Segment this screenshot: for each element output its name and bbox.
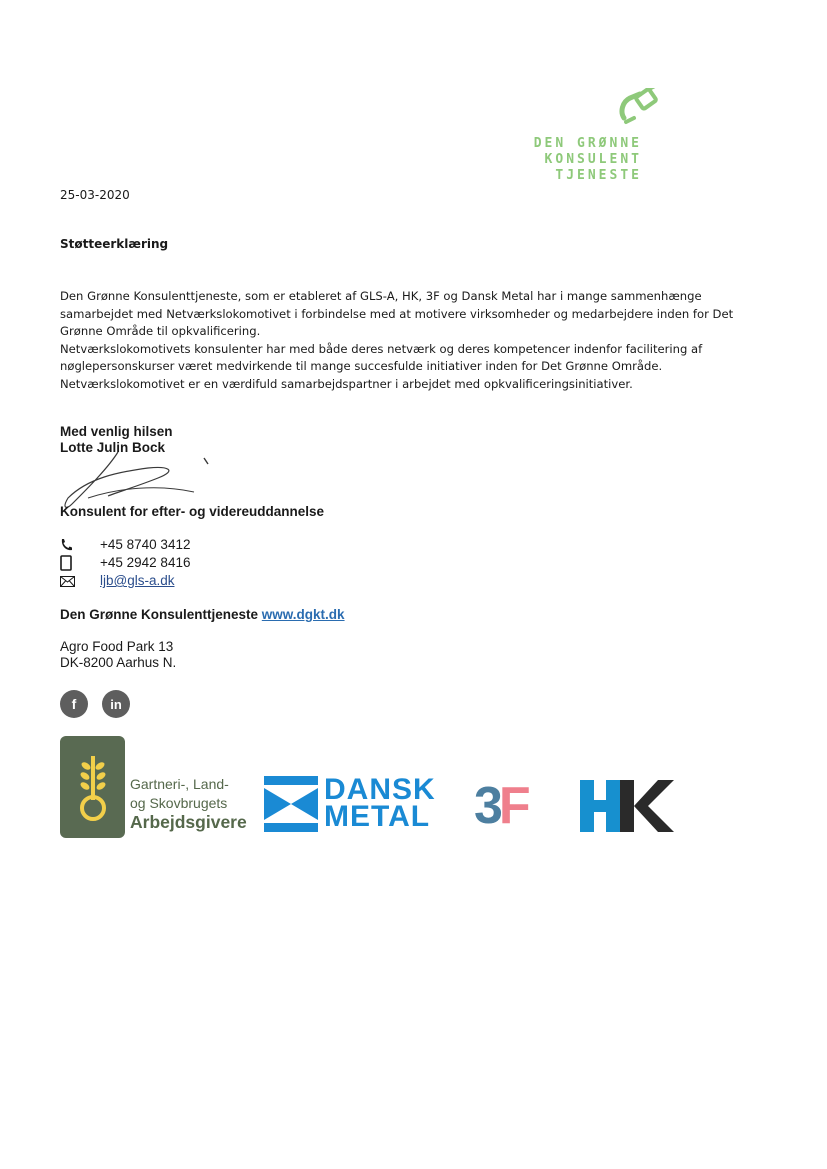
letter-body xyxy=(60,288,760,393)
glsa-logo-mark xyxy=(60,736,125,838)
signer-name: Lotte Julin Bock xyxy=(60,440,166,455)
logo-line-3: TJENESTE xyxy=(555,168,642,183)
social-links xyxy=(60,690,130,718)
threef-letter: F xyxy=(498,777,527,835)
letter-title: Støtteerklæring xyxy=(60,237,169,251)
company-name: Den Grønne Konsulenttjeneste xyxy=(60,607,259,622)
mobile-icon xyxy=(60,555,100,571)
job-title: Konsulent for efter- og videreuddannelse xyxy=(60,504,325,519)
greeting: Med venlig hilsen xyxy=(60,424,173,439)
threef-digit: 3 xyxy=(474,777,499,835)
plug-icon xyxy=(618,88,662,126)
address-line-2: DK-8200 Aarhus N. xyxy=(60,655,177,670)
threef-logo xyxy=(474,778,527,834)
glsa-line-3: Arbejdsgivere xyxy=(130,812,247,832)
glsa-line-1: Gartneri-, Land- xyxy=(130,776,229,792)
facebook-icon[interactable]: f xyxy=(60,690,88,718)
dansk-metal-line-2: METAL xyxy=(324,800,431,833)
letter-date: 25-03-2020 xyxy=(60,188,130,202)
dansk-metal-line-1: DANSK xyxy=(324,773,436,806)
address xyxy=(60,639,176,671)
hk-logo xyxy=(580,780,674,832)
contact-mobile-row xyxy=(60,554,190,572)
contact-list xyxy=(60,536,190,590)
wheat-icon xyxy=(60,736,125,838)
linkedin-icon[interactable]: in xyxy=(102,690,130,718)
dgkt-header-logo xyxy=(512,88,652,188)
logo-line-2: KONSULENT xyxy=(544,152,642,167)
envelope-icon xyxy=(60,576,100,587)
website-link[interactable]: www.dgkt.dk xyxy=(261,607,345,622)
address-line-1: Agro Food Park 13 xyxy=(60,639,174,654)
company-line xyxy=(60,607,345,622)
dansk-metal-mark-icon xyxy=(264,776,318,832)
glsa-line-2: og Skovbrugets xyxy=(130,795,228,811)
dansk-metal-logo-text xyxy=(324,773,436,833)
mobile-number[interactable]: +45 2942 8416 xyxy=(100,555,191,570)
paragraph-3: Netværkslokomotivet er en værdifuld samarbejdspartner i arbejdet med opkvalificeringsinitiativer. xyxy=(60,376,633,391)
paragraph-2: Netværkslokomotivets konsulenter har med både deres netværk og deres kompetencer indenfor facilitering af nøglepersonskurser været medvirkende til mange succesfulde initiativer inden for Det Grønne Område. xyxy=(60,341,703,373)
phone-number[interactable]: +45 8740 3412 xyxy=(100,537,191,552)
paragraph-1: Den Grønne Konsulenttjeneste, som er etableret af GLS-A, HK, 3F og Dansk Metal har i mange sammenhænge samarbejdet med Netværkslokomotivet i forbindelse med at motivere virksomheder og medarbejdere inden for Det Grønne Område til opkvalificering. xyxy=(60,289,734,338)
email-link[interactable]: ljb@gls-a.dk xyxy=(100,573,175,588)
phone-icon xyxy=(60,538,100,552)
glsa-logo-text xyxy=(130,775,247,832)
contact-email-row xyxy=(60,572,190,590)
logo-line-1: DEN GRØNNE xyxy=(533,136,642,151)
contact-phone-row xyxy=(60,536,190,554)
